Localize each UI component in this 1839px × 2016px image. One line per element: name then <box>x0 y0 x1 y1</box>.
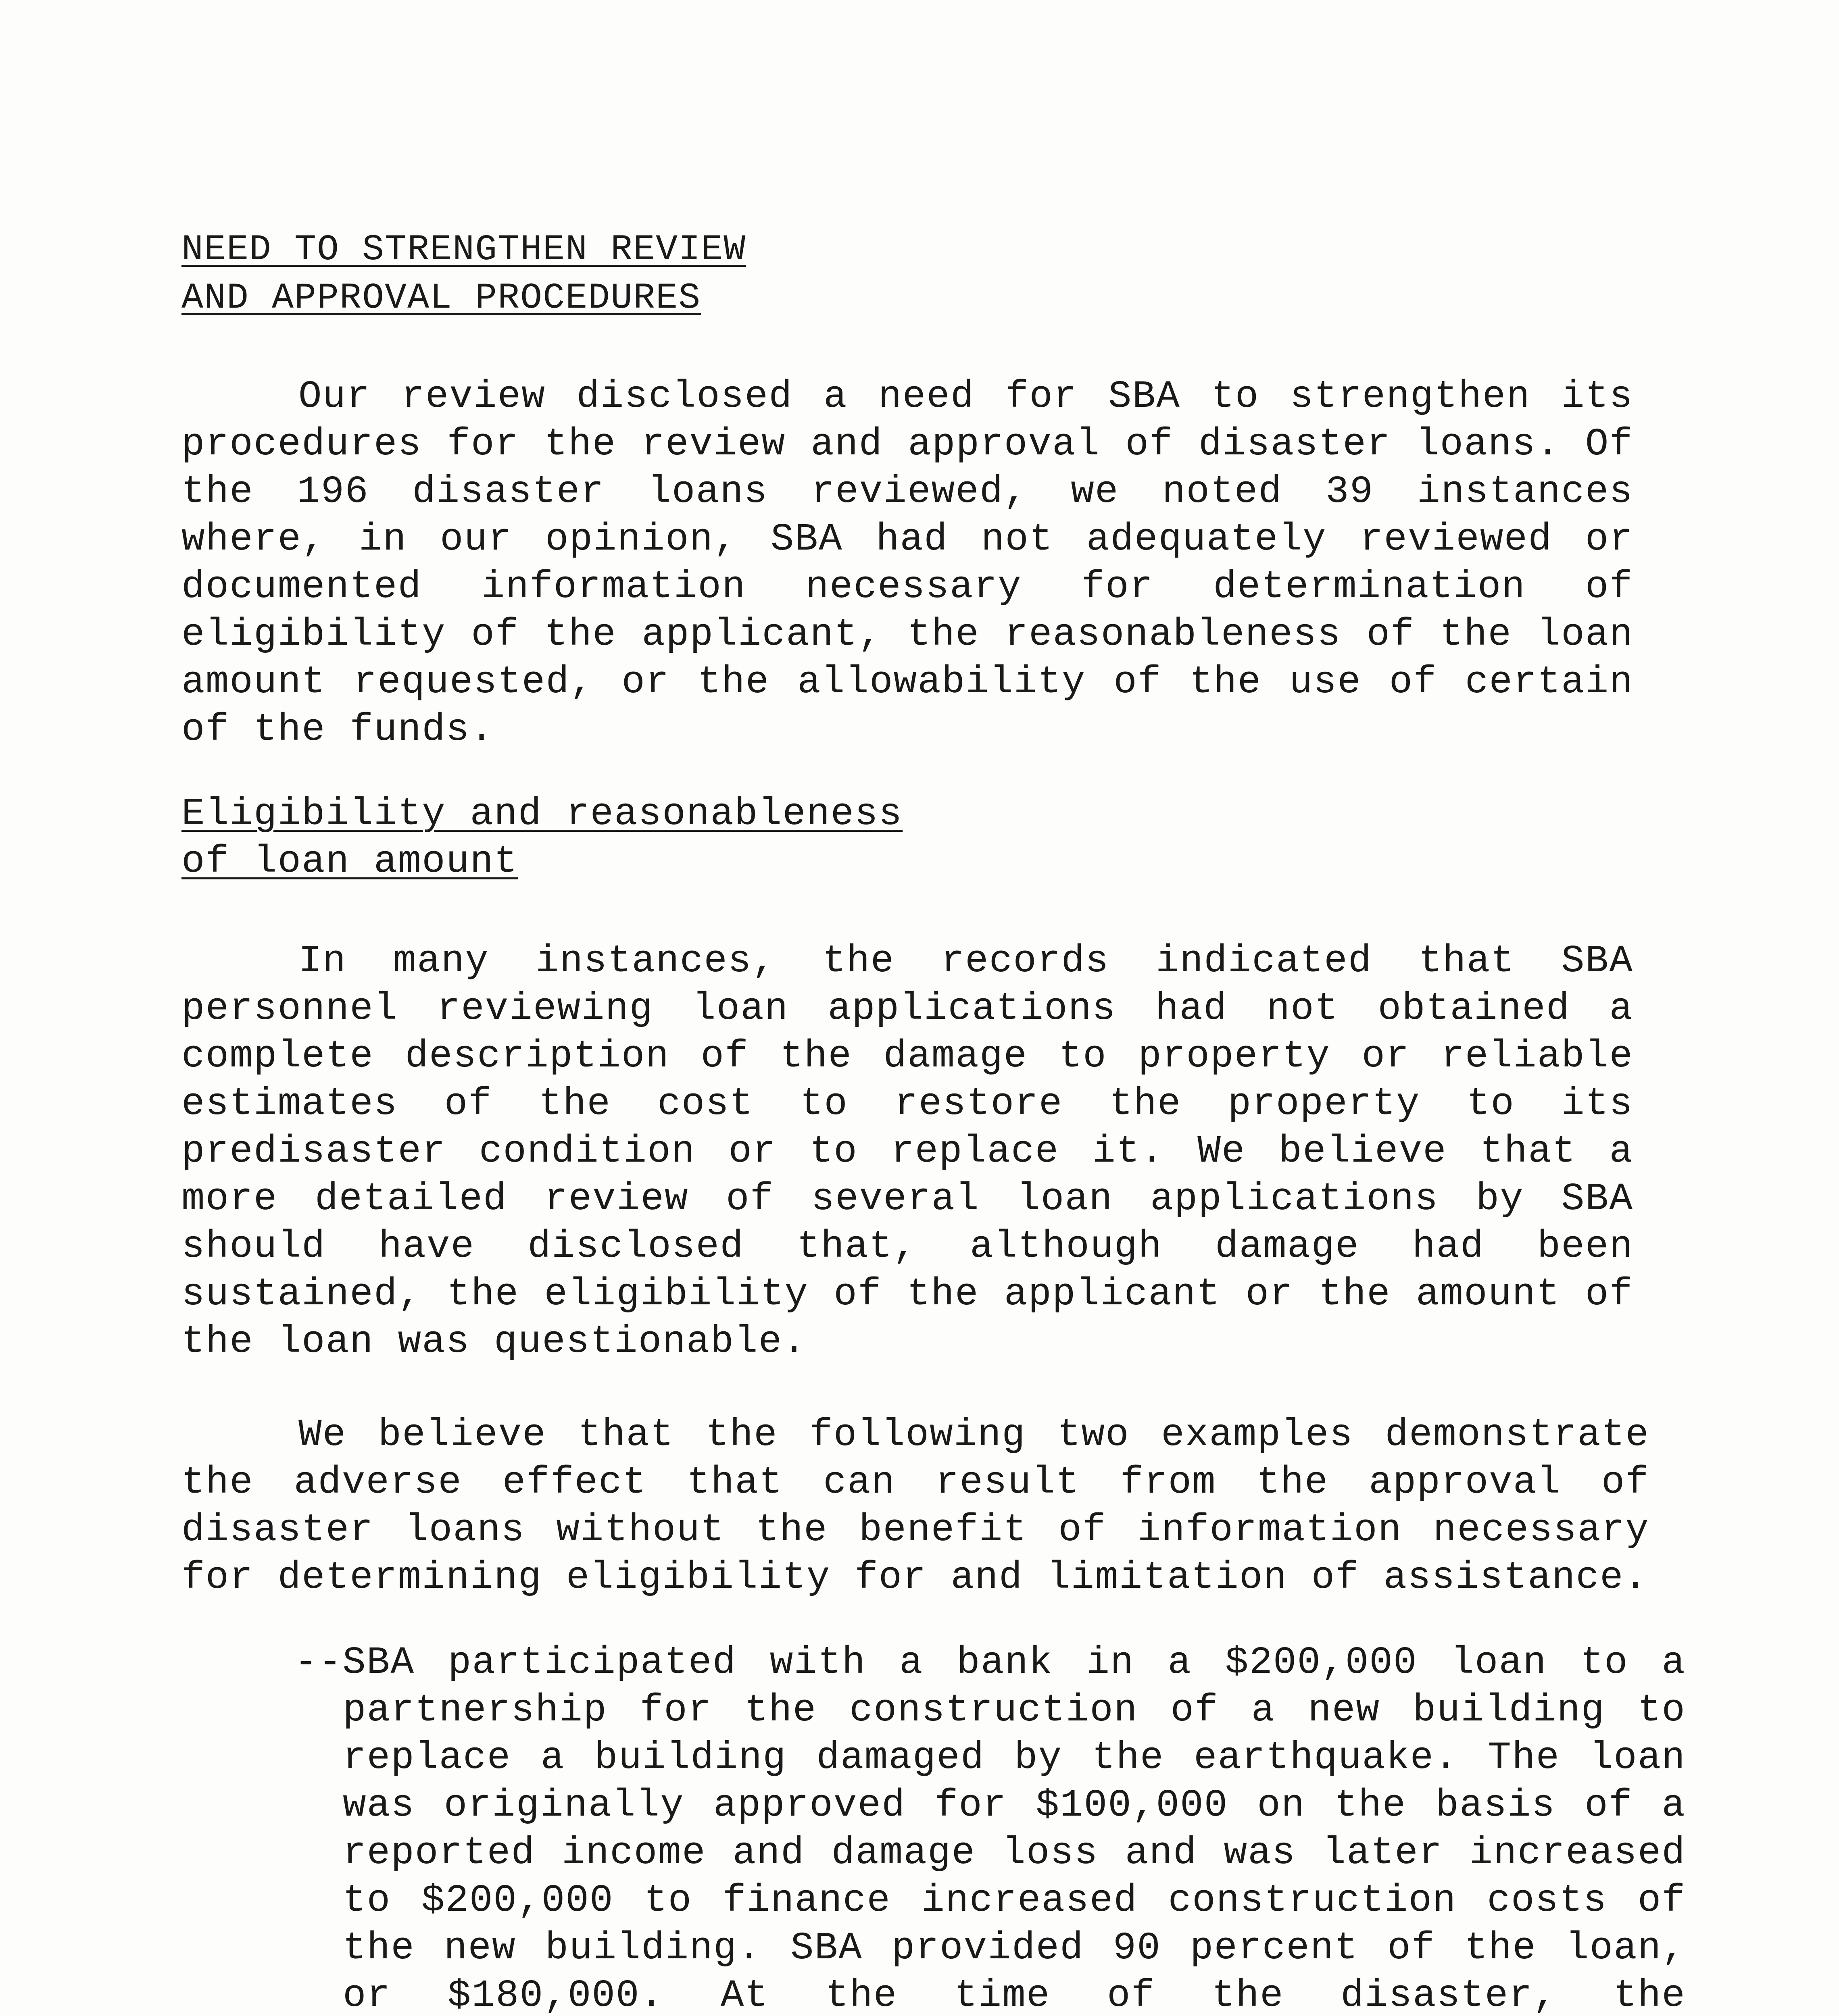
sub-heading-line-2: of loan amount <box>181 839 518 883</box>
sub-heading-line-1: Eligibility and reasonableness <box>181 792 903 836</box>
section-heading-line-2: AND APPROVAL PROCEDURES <box>181 278 701 319</box>
section-heading-line-1: NEED TO STRENGTHEN REVIEW <box>181 229 746 271</box>
paragraph-2: In many instances, the records indicated that SBA personnel reviewing loan applications had not obtained a complete description of the damage to property or reliable estimates of the cost to restore the property to its predisaster condition or to replace it. We believe that a more detailed review of several loan applications by SBA should have disclosed that, although damage had been sustained, the eligibility of the applicant or the amount of the loan was questionable. <box>181 939 1633 1364</box>
paragraph-3: We believe that the following two examples demonstrate the adverse effect that can result from the approval of disaster loans without the benefit of information necessary for determining eligibility for and limitation of assistance. <box>181 1413 1649 1599</box>
bullet-example-1: --SBA participated with a bank in a $200,000 loan to a partnership for the construction of a new building to replace a building damaged by the earthquake. The loan was originally approved for $100,000 on the basis of a reported income and damage loss and was later increased to $200,000 to finance increased construction costs of the new building. SBA provided 90 percent of the loan, or $180,000. At the time of the disaster, the <box>294 1641 1686 2016</box>
intro-paragraph: Our review disclosed a need for SBA to strengthen its procedures for the review and approval of disaster loans. Of the 196 disaster loans reviewed, we noted 39 instances where, in our opinion, SBA had not adequately reviewed or documented information necessary for determination of eligibility of the applicant, the reasonableness of the loan amount requested, or the allowability of the use of certain of the funds. <box>181 375 1633 752</box>
section-heading <box>181 226 1633 323</box>
sub-heading <box>181 790 1633 885</box>
